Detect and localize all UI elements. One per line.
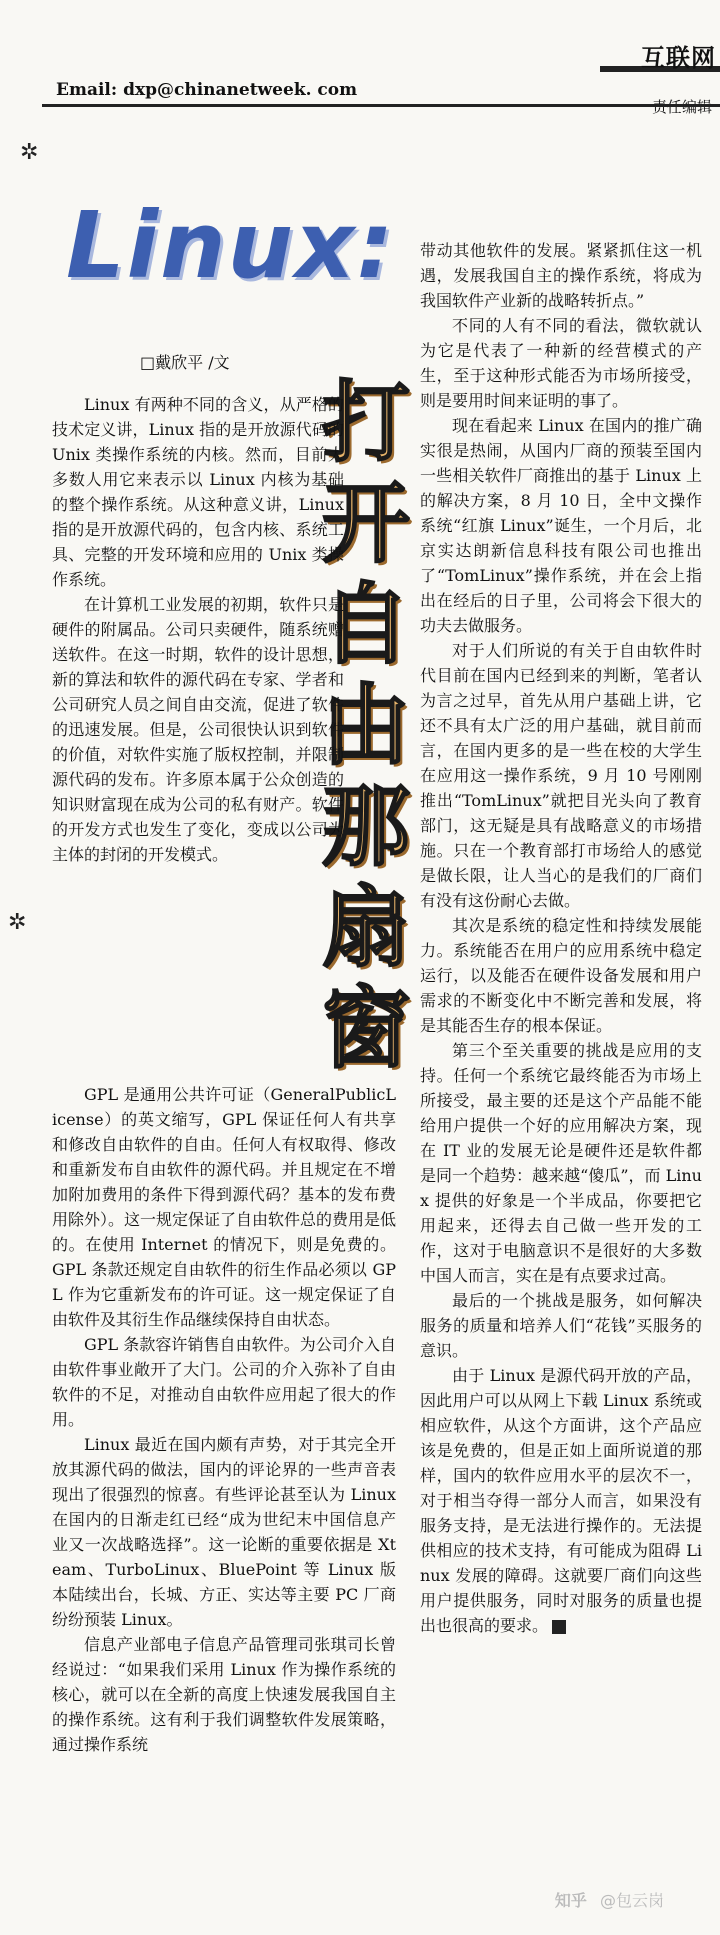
paragraph: 带动其他软件的发展。紧紧抓住这一机遇，发展我国自主的操作系统，将成为我国软件产业新的战略转折点。” bbox=[420, 241, 702, 310]
paragraph: 信息产业部电子信息产品管理司张琪司长曾经说过：“如果我们采用 Linux 作为操作系统的核心，就可以在全新的高度上快速发展我国自主的操作系统。这有利于我们调整软件发展策略，通过操作系统 bbox=[52, 1635, 396, 1754]
paragraph: 对于人们所说的有关于自由软件时代目前在国内已经到来的判断，笔者认为言之过早，首先从用户基础上讲，它还不具有太广泛的用户基础，就目前而言，在国内更多的是一些在校的大学生在应用这一操作系统，9 月 10 号刚刚推出“TomLinux”就把目光头向了教育部门，这无疑是具有战略意义的市场措施。只在一个教育部打市场给人的感觉是做长限，让人当心的是我们的厂商们有没有这份耐心去做。 bbox=[420, 641, 702, 910]
title-char: 打 bbox=[321, 371, 410, 474]
header-rule bbox=[42, 104, 720, 107]
title-char: 窗 bbox=[321, 977, 410, 1080]
article-title-latin: Linux: bbox=[66, 192, 396, 299]
watermark bbox=[555, 1888, 664, 1911]
paragraph: Linux 最近在国内颇有声势，对于其完全开放其源代码的做法，国内的评论界的一些声音表现出了很强烈的惊喜。有些评论甚至认为 Linux 在国内的日渐走红已经“成为世纪末中国信息产业又一次战略选择”。这一论断的重要依据是 Xteam、TurboLinux、BluePoint 等 Linux 版本陆续出台，长城、方正、实达等主要 PC 厂商纷纷预装 Linux。 bbox=[52, 1435, 396, 1629]
editor-email: Email: dxp@chinanetweek. com bbox=[56, 80, 358, 100]
right-column bbox=[420, 238, 702, 1638]
registration-mark-icon: ✲ bbox=[8, 910, 27, 935]
title-char: 开 bbox=[321, 472, 410, 575]
paragraph: GPL 是通用公共许可证（GeneralPublicLicense）的英文缩写，GPL 保证任何人有共享和修改自由软件的自由。任何人有权取得、修改和重新发布自由软件的源代码。并且规定在不增加附加费用的条件下得到源代码？基本的发布费用除外）。这一规定保证了自由软件总的费用是低的。在使用 Internet 的情况下，则是免费的。GPL 条款还规定自由软件的衍生作品必须以 GPL 作为它重新发布的许可证。这一规定保证了自由软件及其衍生作品继续保持自由状态。 bbox=[52, 1085, 397, 1329]
end-mark-icon bbox=[552, 1620, 566, 1634]
watermark-brand: 知乎 bbox=[554, 1891, 587, 1910]
paragraph: 其次是系统的稳定性和持续发展能力。系统能否在用户的应用系统中稳定运行，以及能否在硬件设备发展和用户需求的不断变化中不断完善和发展，将是其能否生存的根本保证。 bbox=[420, 916, 702, 1035]
paragraph: Linux 有两种不同的含义，从严格的技术定义讲，Linux 指的是开放源代码的 Unix 类操作系统的内核。然而，目前大多数人用它来表示以 Linux 内核为基础的整个操作系统。从这种意义讲，Linux 指的是开放源代码的，包含内核、系统工具、完整的开发环境和应用的 Unix 类操作系统。 bbox=[52, 395, 344, 589]
paragraph: GPL 条款容许销售自由软件。为公司介入自由软件事业敞开了大门。公司的介入弥补了自由软件的不足，对推动自由软件应用起了很大的作用。 bbox=[52, 1335, 396, 1429]
title-char: 自 bbox=[321, 573, 410, 676]
title-char: 由 bbox=[321, 674, 410, 777]
paragraph: 在计算机工业发展的初期，软件只是硬件的附属品。公司只卖硬件，随系统赠送软件。在这一时期，软件的设计思想，新的算法和软件的源代码在专家、学者和公司研究人员之间自由交流，促进了软件的迅速发展。但是，公司很快认识到软件的价值，对软件实施了版权控制，并限制源代码的发布。许多原本属于公众创造的知识财富现在成为公司的私有财产。软件的开发方式也发生了变化，变成以公司为主体的封闭的开发模式。 bbox=[52, 595, 344, 864]
section-title: 互联网 bbox=[641, 44, 716, 72]
paragraph: 第三个至关重要的挑战是应用的支持。任何一个系统它最终能否为市场上所接受，最主要的还是这个产品能不能给用户提供一个好的应用解决方案，现在 IT 业的发展无论是硬件还是软件都是同一个趋势：越来越“傻瓜”，而 Linux 提供的好象是一个半成品，你要把它用起来，还得去自己做一些开发的工作，这对于电脑意识不是很好的大多数中国人而言，实在是有点要求过高。 bbox=[420, 1041, 702, 1285]
paragraph: 最后的一个挑战是服务，如何解决服务的质量和培养人们“花钱”买服务的意识。 bbox=[420, 1291, 702, 1360]
title-char: 扇 bbox=[321, 876, 410, 979]
byline: □戴欣平 /文 bbox=[140, 353, 230, 372]
registration-mark-icon: ✲ bbox=[20, 140, 39, 165]
editor-label: 责任编辑 bbox=[651, 98, 712, 116]
paragraph-text: 由于 Linux 是源代码开放的产品，因此用户可以从网上下载 Linux 系统或相应软件，从这个方面讲，这个产品应该是免费的，但是正如上面所说道的那样，国内的软件应用水平的层次不一，对于相当夺得一部分人而言，如果没有服务支持，是无法进行操作的。无法提供相应的技术支持，有可能成为阻碍 Linux 发展的障碍。这就要厂商们向这些用户提供服务，同时对服务的质量也提出也很高的要求。 bbox=[420, 1366, 702, 1635]
paragraph bbox=[420, 1363, 702, 1638]
paragraph: 现在看起来 Linux 在国内的推广确实很是热闹，从国内厂商的预装至国内一些相关软件厂商推出的基于 Linux 上的解决方案，8 月 10 日，全中文操作系统“红旗 Linux”诞生，一个月后，北京实达朗新信息科技有限公司也推出了“TomLinux”操作系统，并在会上指出在经后的日子里，公司将会下很大的功夫去做服务。 bbox=[420, 416, 702, 635]
watermark-author: @包云岗 bbox=[599, 1891, 664, 1910]
paragraph: 不同的人有不同的看法，微软就认为它是代表了一种新的经营模式的产生，至于这种形式能否为市场所接受，则是要用时间来证明的事了。 bbox=[420, 316, 702, 410]
title-char: 那 bbox=[321, 775, 410, 878]
left-column-lower bbox=[52, 1082, 396, 1757]
left-column bbox=[52, 392, 344, 867]
